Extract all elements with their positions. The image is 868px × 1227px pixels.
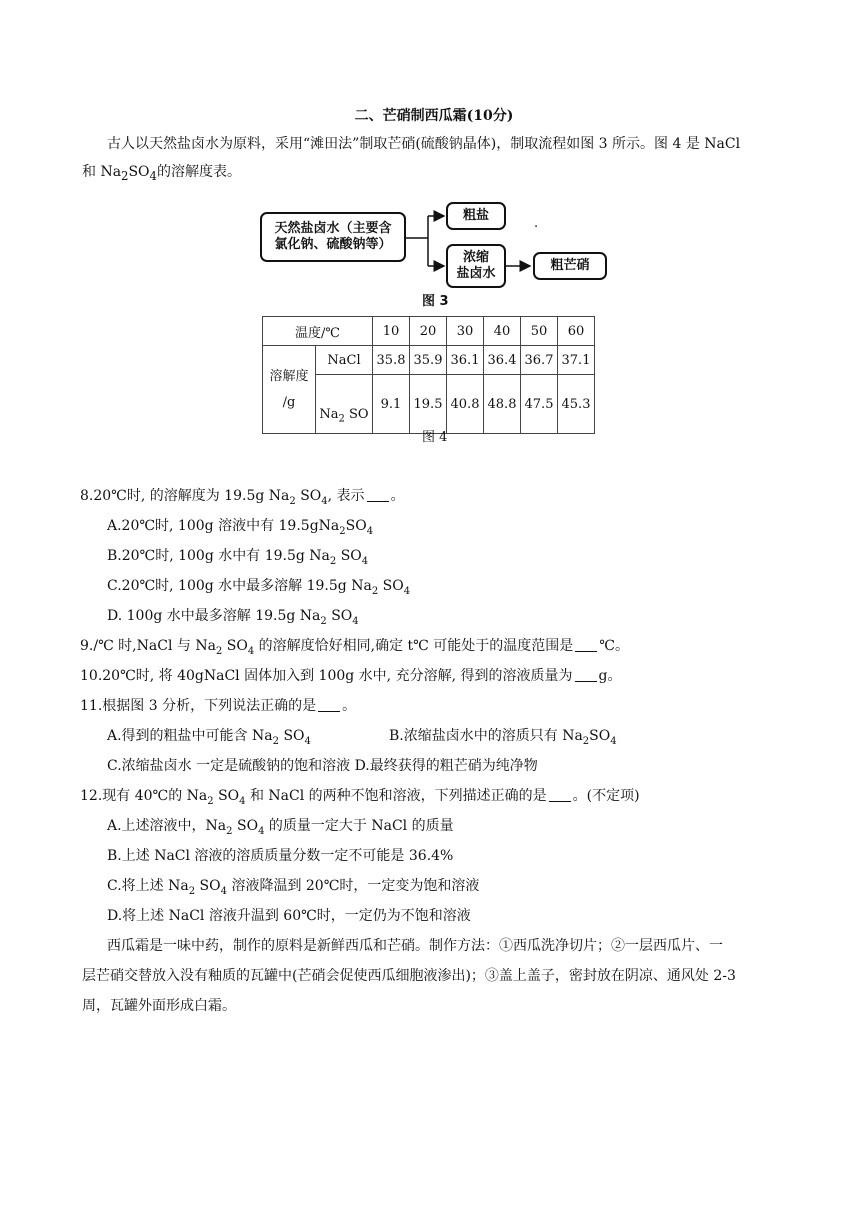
option-text: SO bbox=[237, 818, 259, 834]
answer-blank[interactable] bbox=[575, 667, 597, 682]
solubility-table bbox=[262, 316, 595, 434]
stray-dot: . bbox=[534, 216, 539, 231]
crude-salt-box: 粗盐 bbox=[446, 202, 506, 230]
q-text: 10.20℃时, 将 40gNaCl 固体加入到 100g 水中, 充分溶解, 得到的溶液质量为 bbox=[80, 668, 573, 684]
closing-line-3: 周，瓦罐外面形成白霜。 bbox=[82, 998, 236, 1014]
intro-text: 和 Na bbox=[82, 164, 122, 180]
subscript: 4 bbox=[239, 795, 246, 807]
q-text: 12.现有 40℃的 Na bbox=[80, 788, 208, 804]
question-11-stem bbox=[80, 696, 356, 716]
question-11-option-b bbox=[389, 726, 617, 752]
q-text: 和 NaCl 的两种不饱和溶液，下列描述正确的是 bbox=[249, 788, 547, 804]
subscript: 2 bbox=[272, 735, 279, 747]
q-text: 9./℃ 时,NaCl 与 Na bbox=[80, 638, 216, 654]
closing-line-2: 层芒硝交替放入没有釉质的瓦罐中(芒硝会促使西瓜细胞液渗出)；③盖上盖子，密封放在阴凉、通风处 2-3 bbox=[82, 968, 736, 984]
option-text: B.20℃时, 100g 水中有 19.5g Na bbox=[107, 548, 330, 564]
subscript: 4 bbox=[361, 555, 369, 567]
question-8-option-b bbox=[107, 546, 368, 572]
subscript: 2 bbox=[338, 414, 345, 425]
nacl-value: 36.1 bbox=[447, 346, 484, 375]
section-title: 二、芒硝制西瓜霜(10分) bbox=[354, 108, 514, 124]
option-text: A.得到的粗盐中可能含 Na bbox=[107, 728, 273, 744]
option-text: A.20℃时, 100g 溶液中有 19.5gNa bbox=[107, 518, 340, 534]
nacl-value: 37.1 bbox=[558, 346, 595, 375]
q-text: , 表示 bbox=[327, 488, 365, 504]
label-text: Na bbox=[319, 407, 339, 423]
figure-3-caption: 图 3 bbox=[422, 294, 449, 309]
question-12-stem bbox=[80, 786, 640, 812]
na2so4-label bbox=[316, 375, 373, 434]
temp-cell: 60 bbox=[558, 317, 595, 346]
option-text: D. 100g 水中最多溶解 19.5g Na bbox=[107, 608, 321, 624]
option-text: C.20℃时, 100g 水中最多溶解 19.5g Na bbox=[107, 578, 372, 594]
nacl-value: 35.9 bbox=[410, 346, 447, 375]
answer-blank[interactable] bbox=[575, 637, 597, 652]
header-temperature: 温度/℃ bbox=[263, 317, 373, 346]
subscript: 2 bbox=[188, 885, 196, 897]
question-11-option-a bbox=[107, 728, 311, 747]
label-text: SO bbox=[349, 407, 369, 423]
intro-line-1: 古人以天然盐卤水为原料，采用“滩田法”制取芒硝(硫酸钠晶体)，制取流程如图 3 所示。图 4 是 NaCl bbox=[107, 136, 741, 152]
intro-line-2 bbox=[82, 162, 241, 186]
crude-mirabilite-box: 粗芒硝 bbox=[533, 252, 607, 280]
answer-blank[interactable] bbox=[318, 697, 340, 712]
option-text: SO bbox=[331, 608, 353, 624]
subscript: 2 bbox=[582, 735, 590, 747]
subscript: 4 bbox=[610, 735, 617, 747]
na2so4-value: 47.5 bbox=[521, 375, 558, 434]
box-text: 天然盐卤水（主要含 bbox=[274, 221, 392, 236]
question-9 bbox=[80, 636, 629, 662]
q-text: ℃。 bbox=[599, 638, 629, 654]
concentrated-brine-box bbox=[446, 244, 506, 288]
option-text: SO bbox=[382, 578, 404, 594]
subscript: 2 bbox=[215, 645, 223, 657]
question-12-option-c bbox=[107, 876, 479, 902]
subscript: 4 bbox=[321, 495, 328, 507]
q-text: 。 bbox=[342, 698, 357, 714]
option-text: SO bbox=[340, 548, 362, 564]
option-text: SO bbox=[283, 728, 305, 744]
option-text: 的质量一定大于 NaCl 的质量 bbox=[268, 818, 454, 834]
q-text: 。(不定项) bbox=[572, 788, 640, 804]
q-text: 8.20℃时, 的溶解度为 19.5g Na bbox=[80, 488, 290, 504]
subscript: 4 bbox=[247, 645, 255, 657]
answer-blank[interactable] bbox=[367, 487, 389, 502]
figure-4-caption: 图 4 bbox=[422, 430, 448, 445]
nacl-value: 36.4 bbox=[484, 346, 521, 375]
answer-blank[interactable] bbox=[549, 787, 571, 802]
q-text: 11.根据图 3 分析，下列说法正确的是 bbox=[80, 698, 317, 714]
question-8-stem bbox=[80, 486, 405, 512]
intro-text: 的溶解度表。 bbox=[156, 164, 241, 180]
box-text: 浓缩 bbox=[462, 250, 489, 265]
subscript: 2 bbox=[371, 585, 379, 597]
question-8-option-a bbox=[107, 516, 373, 542]
subscript: 4 bbox=[352, 615, 359, 627]
question-11-options-ab bbox=[107, 726, 707, 752]
label-text: 溶解度 bbox=[269, 368, 309, 384]
question-8-option-d bbox=[107, 606, 359, 632]
subscript: 4 bbox=[149, 168, 157, 183]
nacl-value: 36.7 bbox=[521, 346, 558, 375]
subscript: 2 bbox=[339, 525, 346, 537]
temp-cell: 30 bbox=[447, 317, 484, 346]
q-text: SO bbox=[300, 488, 322, 504]
q-text: 。 bbox=[390, 488, 405, 504]
source-brine-box bbox=[260, 212, 406, 262]
subscript: 4 bbox=[366, 525, 374, 537]
subscript: 4 bbox=[304, 735, 311, 747]
question-12-option-a bbox=[107, 816, 454, 842]
box-text: 盐卤水 bbox=[456, 266, 496, 281]
temp-cell: 50 bbox=[521, 317, 558, 346]
subscript: 2 bbox=[289, 495, 296, 507]
nacl-value: 35.8 bbox=[373, 346, 410, 375]
closing-line-1: 西瓜霜是一味中药，制作的原料是新鲜西瓜和芒硝。制作方法：①西瓜洗净切片；②一层西瓜片、一 bbox=[107, 938, 723, 954]
q-text: SO bbox=[226, 638, 248, 654]
figure-3-flow-diagram bbox=[258, 208, 618, 288]
subscript: 4 bbox=[403, 585, 411, 597]
option-text: SO bbox=[589, 728, 611, 744]
option-text: 溶液降温到 20℃时，一定变为饱和溶液 bbox=[231, 878, 480, 894]
subscript: 2 bbox=[226, 825, 233, 837]
subscript: 4 bbox=[220, 885, 227, 897]
na2so4-value: 19.5 bbox=[410, 375, 447, 434]
na2so4-value: 9.1 bbox=[373, 375, 410, 434]
intro-text: SO bbox=[128, 164, 150, 180]
option-text: SO bbox=[199, 878, 221, 894]
q-text: g。 bbox=[598, 668, 622, 684]
temp-cell: 40 bbox=[484, 317, 521, 346]
q-text: SO bbox=[218, 788, 240, 804]
subscript: 2 bbox=[329, 555, 337, 567]
subscript: 2 bbox=[121, 168, 129, 183]
subscript: 2 bbox=[207, 795, 214, 807]
row-label-solubility bbox=[263, 346, 316, 434]
option-text: C.将上述 Na bbox=[107, 878, 189, 894]
table-row-nacl bbox=[263, 346, 595, 375]
na2so4-value: 48.8 bbox=[484, 375, 521, 434]
temp-cell: 10 bbox=[373, 317, 410, 346]
label-text: /g bbox=[282, 394, 296, 410]
na2so4-value: 40.8 bbox=[447, 375, 484, 434]
na2so4-value: 45.3 bbox=[558, 375, 595, 434]
question-11-options-cd: C.浓缩盐卤水 一定是硫酸钠的饱和溶液 D.最终获得的粗芒硝为纯净物 bbox=[107, 758, 538, 774]
subscript: 2 bbox=[320, 615, 327, 627]
table-header-row bbox=[263, 317, 595, 346]
question-12-option-b: B.上述 NaCl 溶液的溶质质量分数一定不可能是 36.4% bbox=[107, 848, 454, 864]
nacl-label: NaCl bbox=[316, 346, 373, 375]
box-text: 氯化钠、硫酸钠等） bbox=[274, 237, 392, 252]
option-text: B.浓缩盐卤水中的溶质只有 Na bbox=[389, 728, 583, 744]
question-12-option-d: D.将上述 NaCl 溶液升温到 60℃时，一定仍为不饱和溶液 bbox=[107, 908, 471, 924]
option-text: SO bbox=[345, 518, 367, 534]
option-text: A.上述溶液中，Na bbox=[107, 818, 227, 834]
question-10 bbox=[80, 666, 621, 686]
q-text: 的溶解度恰好相同,确定 t℃ 可能处于的温度范围是 bbox=[258, 638, 574, 654]
question-8-option-c bbox=[107, 576, 410, 602]
subscript: 4 bbox=[258, 825, 265, 837]
temp-cell: 20 bbox=[410, 317, 447, 346]
